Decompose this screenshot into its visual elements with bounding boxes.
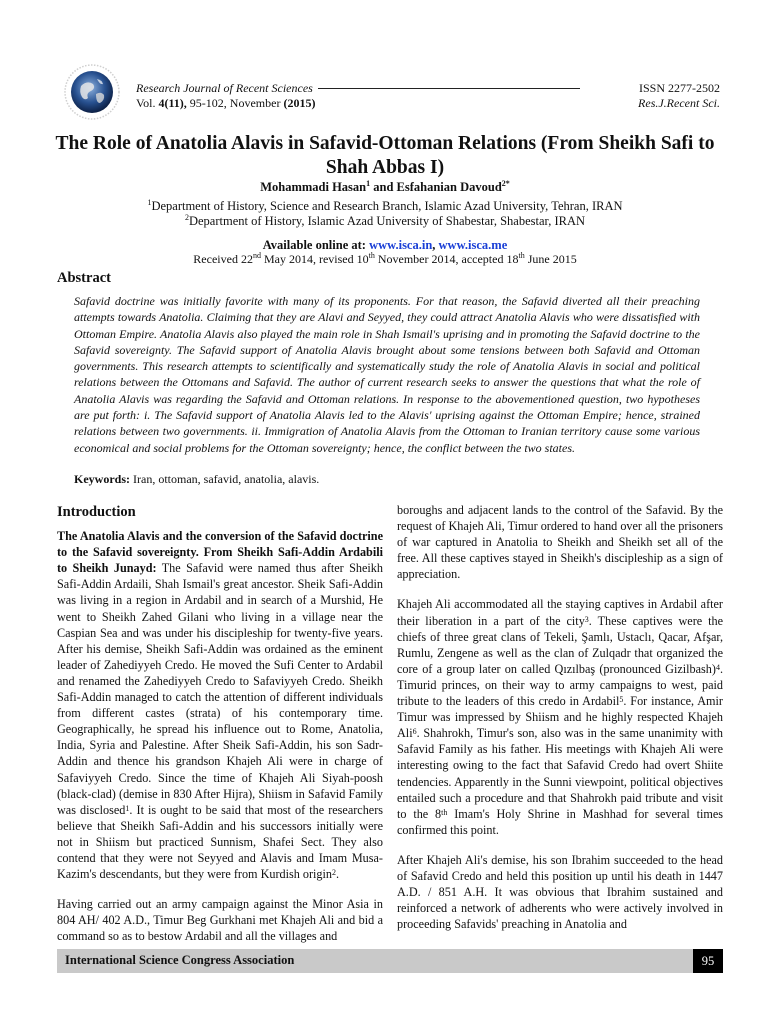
affiliation-1-sup: 1 xyxy=(147,198,152,207)
availability-label: Available online at: xyxy=(262,238,370,252)
revised-sup: th xyxy=(368,251,375,260)
received-date: Received 22 xyxy=(193,252,253,266)
accepted-year: June 2015 xyxy=(524,252,577,266)
intro-paragraph-2: Having carried out an army campaign against the Minor Asia in 804 AH/ 402 A.D., Timur Beg Gurkhani met Khajeh Ali and bid a command so as to bestow Ardabil and all the villages and xyxy=(57,897,383,944)
isca-in-link[interactable]: www.isca.in xyxy=(369,238,433,252)
footer-association: International Science Congress Association xyxy=(65,953,295,967)
affiliation-2-text: Department of History, Islamic Azad University of Shabestar, Shabestar, IRAN xyxy=(188,214,585,228)
revised-date: May 2014, revised 10 xyxy=(260,252,369,266)
right-column xyxy=(397,502,723,932)
right-p2-a: Khajeh Ali accommodated all the staying captives in Ardabil after their liberation in a part of the city xyxy=(397,597,723,628)
intro-p1-c: . xyxy=(336,867,340,882)
right-p2-f: Imam's Holy Shrine in Mashhad for several times confirmed this point. xyxy=(397,806,723,837)
authors xyxy=(0,180,770,195)
received-sup: nd xyxy=(252,251,261,260)
footnote-ref-3: 3 xyxy=(584,614,589,624)
intro-p1-a: The Safavid were named thus after Sheikh Safi-Addin Ardaili, Shah Ismail's great ancestor. Sheik Safi-Addin was living in a region in Ardabil and in search of a Murshid, He went to Sheikh Zahed Gilani who living in a village near the Caspian Sea and was under his discipleship for twenty-five years. After his demise, Sheikh Safi-Addin was ordained as the eminent leader of Zahediyyeh Credo. He moved the Sufi Center to Ardabil and renamed the Zahediyyeh Credo to Safaviyyeh Credo. Sheikh Safi-Addin managed to catch the attention of different individuals from different castes (strata) of his contemporary time. Geographically, he spread his influence out to Rome, Anatolia, India, Syria and Palestine. After Sheik Safi-Addin, his son Sadr-Addin and thence his grandson Khajeh Ali were in charge of Safaviyyeh Credo. Since the time of Khajeh Ali Siyah-poosh (black-clad) (demise in 830 After Hijra), Shiism in Safavid Family was disclosed xyxy=(57,561,383,817)
intro-p1-b: . It is ought to be said that most of the researchers believe that Sheikh Safi-Addin and his successors initially were not in Shiism but practiced Sunnism, Shafei Sect. They also contend that they were not Seyyed and Alavis and Imam Musa-Kazim's descendants, but they were from Kurdish origin xyxy=(57,802,383,882)
author-2: Esfahanian Davoud xyxy=(396,180,502,194)
ordinal-sup: th xyxy=(441,807,448,817)
footnote-ref-6: 6 xyxy=(412,727,417,737)
footnote-ref-1: 1 xyxy=(125,803,130,813)
journal-name: Research Journal of Recent Sciences xyxy=(136,81,313,95)
affiliation-1 xyxy=(0,199,770,214)
pages-date: 95-102, November xyxy=(186,96,284,110)
author-2-sup: 2* xyxy=(501,179,510,188)
availability xyxy=(0,238,770,253)
right-p2-e: . Shahrokh, Timur's son, also was in the same unanimity with Safavid Family as his father. His meetings with Khajeh Ali were interesting owing to the fact that Safavid Credo had overt Shiite tendencies. Apparently in the Sunni viewpoint, political objectives entailed such a procedure and that Shahrokh paid tribute and visit to the 8 xyxy=(397,726,723,821)
page-footer xyxy=(57,949,723,973)
accepted-date: November 2014, accepted 18 xyxy=(374,252,519,266)
accepted-sup: th xyxy=(518,251,525,260)
keywords-label: Keywords: xyxy=(74,472,130,486)
authors-and: and xyxy=(370,180,397,194)
journal-header xyxy=(64,64,724,120)
year: (2015) xyxy=(283,96,316,110)
affiliation-2-sup: 2 xyxy=(184,213,189,222)
intro-paragraph-1 xyxy=(57,528,383,882)
keywords xyxy=(74,472,319,487)
introduction-heading: Introduction xyxy=(57,504,136,520)
isca-me-link[interactable]: www.isca.me xyxy=(438,238,508,252)
right-paragraph-3: After Khajeh Ali's demise, his son Ibrahim succeeded to the head of Safavid Credo and held this position up until his death in 1447 A.D. / 851 A.H. It was obvious that Ibrahim sustained and reinforced a network of adherents who were actively involved in proceeding Safavids' preaching in Anatolia and xyxy=(397,852,723,932)
volume-prefix: Vol. xyxy=(136,96,159,110)
right-paragraph-1: boroughs and adjacent lands to the control of the Safavid. By the request of Khajeh Ali, Timur ordered to hand over all the prisoners of war captured in Anatolia to Sheikh and Sheikh set all of the free. All these captives stayed in Sheikh's discipleship as a sign of appreciation. xyxy=(397,503,723,582)
affiliation-1-text: Department of History, Science and Research Branch, Islamic Azad University, Tehran, IRAN xyxy=(151,199,623,213)
right-p2-b: . These captives were the chiefs of three great clans of Tekeli, Şamlı, Ustaclı, Qacar, Afşar, Rumlu, Zengene as well as the clan of Zulqadr that organized the core of a group later on called Qızılbaş (pronounced Gizilbash) xyxy=(397,613,723,676)
issn: ISSN 2277-2502 xyxy=(638,81,720,95)
page-number: 95 xyxy=(693,949,723,973)
volume-issue: 4(11), xyxy=(158,96,187,110)
received-dates xyxy=(0,252,770,267)
footnote-ref-4: 4 xyxy=(715,662,720,672)
footnote-ref-2: 2 xyxy=(332,868,336,878)
intro-subheading: The Anatolia Alavis and the conversion of the Safavid doctrine to the Safavid sovereignty. From Sheikh Safi-Addin Ardabili to Sheikh Junayd: xyxy=(57,529,383,576)
journal-issn-block xyxy=(638,81,720,111)
availability-separator: , xyxy=(432,238,439,252)
left-column xyxy=(57,500,383,944)
affiliation-2 xyxy=(0,214,770,229)
journal-abbrev: Res.J.Recent Sci. xyxy=(638,96,720,110)
globe-logo-icon xyxy=(64,64,120,120)
abstract-heading: Abstract xyxy=(57,270,111,286)
footnote-ref-5: 5 xyxy=(619,695,624,705)
right-paragraph-2 xyxy=(397,596,723,837)
right-p2-d: . For instance, Amir Timur was impressed by Shiism and he highly respected Khajeh Ali xyxy=(397,694,723,741)
author-1: Mohammadi Hasan xyxy=(260,180,367,194)
keywords-text: Iran, ottoman, safavid, anatolia, alavis. xyxy=(130,472,320,486)
paper-title: The Role of Anatolia Alavis in Safavid-Ottoman Relations (From Sheikh Safi to Shah Abbas I) xyxy=(55,133,715,178)
author-1-sup: 1 xyxy=(366,179,371,188)
abstract-text: Safavid doctrine was initially favorite with many of its proponents. For that reason, the Safavid diverted all their preaching attempts towards Anatolia. Claiming that they are Alavi and Seyyed, they could attract Anatolia Alavis who were dissatisfied with Ottoman Empire. Anatolia Alavis also played the main role in Shah Ismail's uprising and in promoting the Safavid doctrine to the Safavid sovereignty. The Safavid support of Anatolia Alavis brought about some tensions between both Safavid and Ottoman governments. This research attempts to scientifically and systematically study the role of Anatolia Alavis in social and political relations between the Ottomans and Safavid. The author of current research seeks to answer the questions that what the role of Anatolia Alavis was regarding the Safavid and Ottoman relations. In response to the abovementioned question, two hypotheses are put forth: i. The Safavid support of Anatolia Alavis led to the Alavis' uprising against the Ottoman Empire; hence, strained relations between two governments. ii. Immigration of Anatolia Alavis from the Ottoman to Iranian territory cause some various economical and social problems for the Ottoman sovereignty; hence, the conflict between the two states. xyxy=(74,294,700,455)
right-p2-c: . Timurid princes, on their way to army campaigns to west, paid tribute to the leaders of this credo in Ardabil xyxy=(397,661,723,709)
header-rule xyxy=(318,88,580,89)
journal-citation xyxy=(136,81,582,111)
